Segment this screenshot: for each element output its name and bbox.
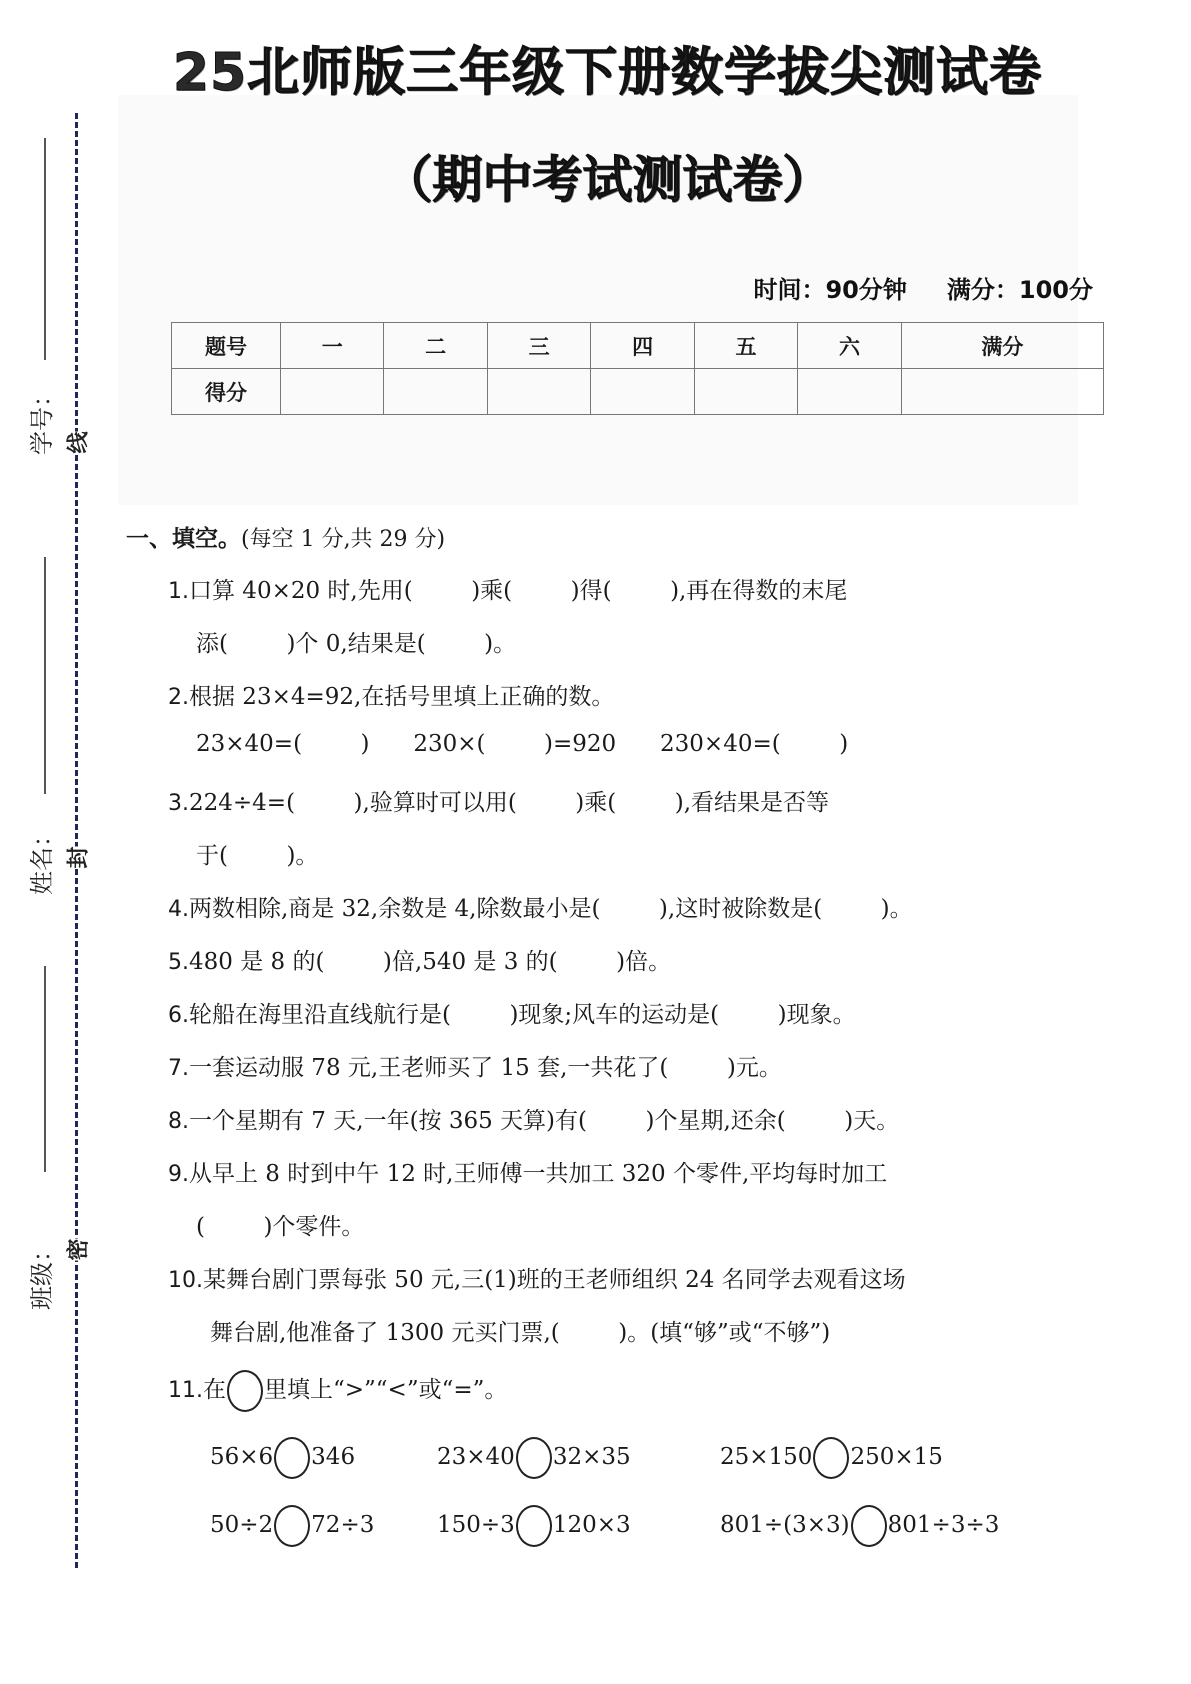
question-text: 在	[203, 1377, 226, 1403]
score-cell[interactable]	[384, 369, 487, 415]
student-name-label: 姓名：	[28, 823, 56, 895]
question-number: 5.	[168, 950, 189, 975]
question-text: 某舞台剧门票每张 50 元,三(1)班的王老师组织 24 名同学去观看这场	[203, 1267, 906, 1293]
question-number: 8.	[168, 1109, 189, 1134]
exam-time: 时间：90分钟	[753, 276, 907, 304]
page-subtitle: （期中考试测试卷）	[382, 151, 833, 209]
compare-right: 32×35	[552, 1444, 631, 1470]
header-cell: 四	[591, 323, 694, 369]
question-9-line-2: ( )个零件。	[196, 1214, 365, 1240]
question-text: 口算 40×20 时,先用( )乘( )得( ),再在得数的末尾	[189, 578, 848, 604]
question-text: 一套运动服 78 元,王老师买了 15 套,一共花了( )元。	[189, 1055, 782, 1081]
page-title: 25北师版三年级下册数学拔尖测试卷	[172, 43, 1043, 103]
question-number: 10.	[168, 1268, 203, 1293]
student-id-label: 学号：	[28, 383, 56, 455]
question-7	[168, 1049, 782, 1082]
question-10-line-2: 舞台剧,他准备了 1300 元买门票,( )。(填“够”或“不够”)	[210, 1320, 831, 1346]
section-1-note: (每空 1 分,共 29 分)	[241, 527, 446, 552]
question-text: 480 是 8 的( )倍,540 是 3 的( )倍。	[189, 949, 672, 975]
question-1-line-1	[168, 572, 847, 605]
question-text: 两数相除,商是 32,余数是 4,除数最小是( ),这时被除数是( )。	[189, 896, 913, 922]
seal-char-secret: 密	[60, 1238, 95, 1260]
compare-left: 801÷(3×3)	[720, 1512, 850, 1538]
question-text: 224÷4=( ),验算时可以用( )乘( ),看结果是否等	[189, 790, 830, 816]
question-8	[168, 1102, 899, 1135]
question-text: 里填上“>”“<”或“=”。	[264, 1377, 508, 1403]
compare-left: 23×40	[437, 1444, 515, 1470]
score-cell[interactable]	[798, 369, 901, 415]
header-cell: 满分	[901, 323, 1103, 369]
compare-right: 250×15	[850, 1444, 943, 1470]
exam-full-score: 满分：100分	[946, 276, 1093, 304]
question-6	[168, 996, 856, 1029]
compare-right: 120×3	[552, 1512, 631, 1538]
question-3-line-2: 于( )。	[196, 843, 319, 869]
compare-left: 56×6	[210, 1444, 274, 1470]
binding-dashed-line	[75, 113, 78, 1568]
question-5	[168, 943, 671, 976]
seal-char-line: 线	[60, 431, 95, 453]
question-number: 1.	[168, 579, 189, 604]
question-number: 2.	[168, 685, 189, 710]
compare-item	[210, 1437, 355, 1479]
question-number: 4.	[168, 897, 189, 922]
answer-circle[interactable]	[516, 1437, 552, 1479]
answer-circle[interactable]	[274, 1437, 310, 1479]
compare-item	[720, 1437, 943, 1479]
header-cell: 一	[281, 323, 384, 369]
question-number: 3.	[168, 791, 189, 816]
question-1-line-2: 添( )个 0,结果是( )。	[196, 631, 517, 657]
answer-circle[interactable]	[274, 1505, 310, 1547]
section-1-heading	[126, 520, 445, 553]
question-11	[168, 1370, 507, 1412]
question-number: 6.	[168, 1003, 189, 1028]
question-text: 一个星期有 7 天,一年(按 365 天算)有( )个星期,还余( )天。	[189, 1108, 900, 1134]
question-2-line-2: 23×40=( ) 230×( )=920 230×40=( )	[196, 731, 849, 757]
compare-right: 72÷3	[311, 1512, 375, 1538]
compare-right: 801÷3÷3	[887, 1512, 1000, 1538]
score-cell[interactable]	[281, 369, 384, 415]
score-table-score-row	[172, 369, 1104, 415]
question-text: 根据 23×4=92,在括号里填上正确的数。	[189, 684, 615, 710]
score-cell[interactable]	[487, 369, 590, 415]
question-10-line-1	[168, 1261, 906, 1294]
question-9-line-1	[168, 1155, 887, 1188]
question-4	[168, 890, 913, 923]
seal-char-seal: 封	[60, 846, 95, 868]
student-id-blank[interactable]	[44, 138, 46, 360]
header-cell: 六	[798, 323, 901, 369]
header-cell: 二	[384, 323, 487, 369]
section-1-title: 一、填空。	[126, 526, 241, 552]
class-blank[interactable]	[44, 966, 46, 1172]
score-cell[interactable]	[591, 369, 694, 415]
header-cell: 三	[487, 323, 590, 369]
compare-item	[437, 1437, 631, 1479]
answer-circle[interactable]	[516, 1505, 552, 1547]
compare-left: 25×150	[720, 1444, 813, 1470]
score-table	[171, 322, 1104, 415]
answer-circle[interactable]	[851, 1505, 887, 1547]
header-cell: 题号	[172, 323, 281, 369]
header-cell: 五	[694, 323, 797, 369]
compare-left: 150÷3	[437, 1512, 515, 1538]
question-3-line-1	[168, 784, 829, 817]
compare-right: 346	[311, 1444, 356, 1470]
compare-item	[437, 1505, 631, 1547]
exam-meta	[753, 270, 1093, 305]
question-text: 轮船在海里沿直线航行是( )现象;风车的运动是( )现象。	[189, 1002, 856, 1028]
student-name-blank[interactable]	[44, 557, 46, 794]
answer-circle[interactable]	[813, 1437, 849, 1479]
score-table-header-row	[172, 323, 1104, 369]
circle-icon	[227, 1370, 263, 1412]
question-number: 11.	[168, 1378, 203, 1403]
question-text: 从早上 8 时到中午 12 时,王师傅一共加工 320 个零件,平均每时加工	[189, 1161, 888, 1187]
compare-left: 50÷2	[210, 1512, 274, 1538]
compare-item	[210, 1505, 374, 1547]
question-number: 9.	[168, 1162, 189, 1187]
question-number: 7.	[168, 1056, 189, 1081]
score-cell[interactable]	[694, 369, 797, 415]
compare-item	[720, 1505, 999, 1547]
question-2-line-1	[168, 678, 614, 711]
score-cell[interactable]	[901, 369, 1103, 415]
class-label: 班级：	[28, 1238, 56, 1310]
row-label: 得分	[172, 369, 281, 415]
